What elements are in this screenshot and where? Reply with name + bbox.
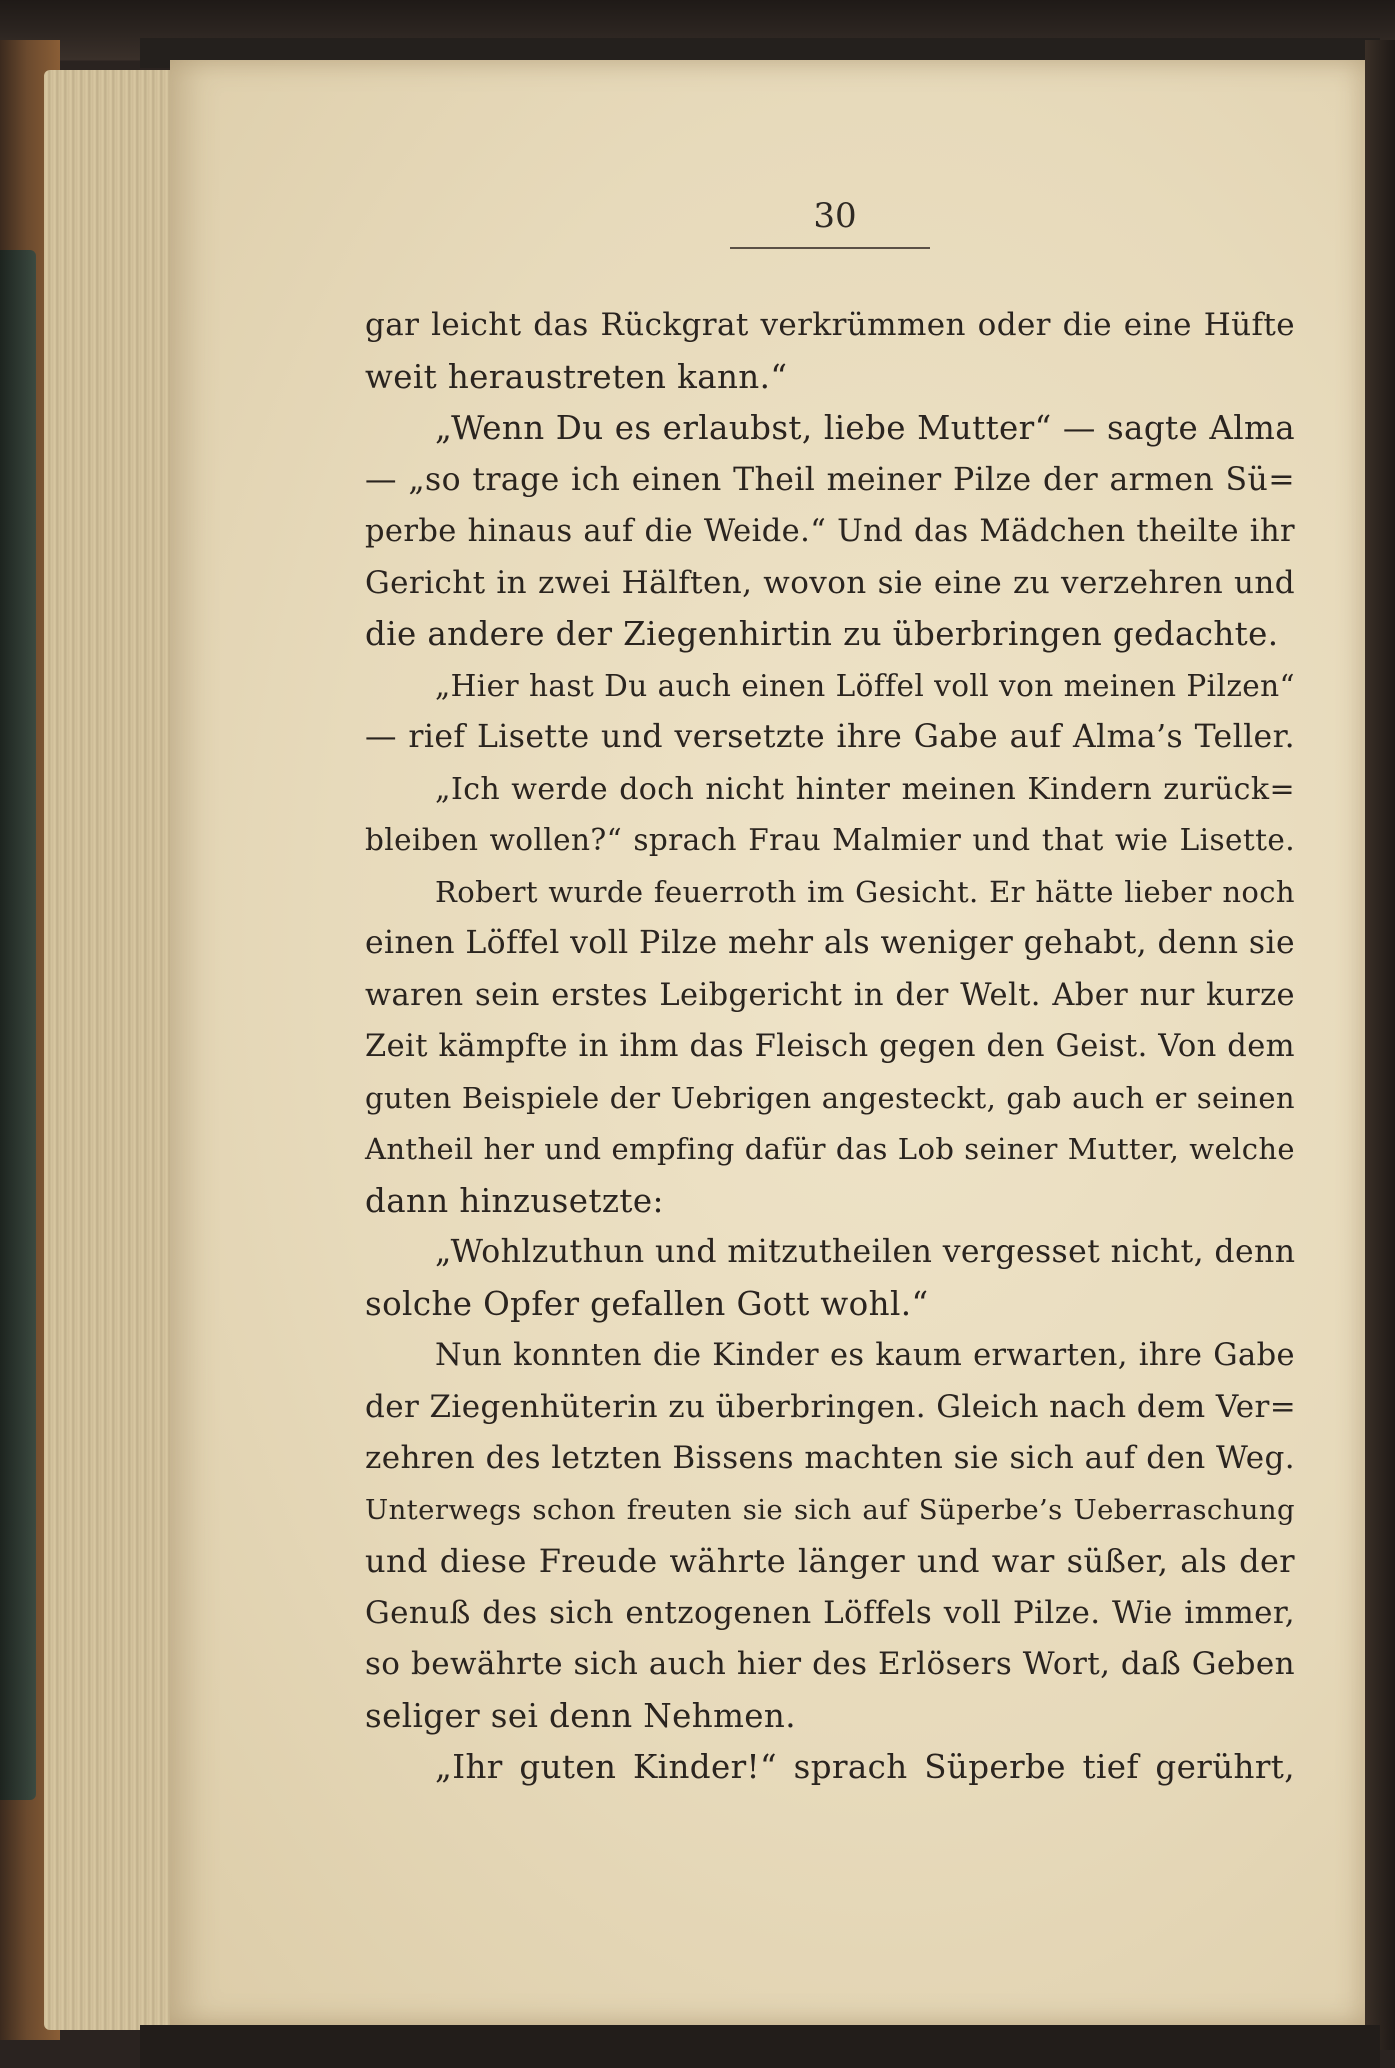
text-line: weit heraustreten kann.“: [365, 357, 788, 396]
text-line: „Hier hast Du auch einen Löffel voll von meinen Pilzen“: [435, 668, 1295, 703]
book-cover-cloth: [0, 250, 36, 1800]
text-line: Antheil her und empfing dafür das Lob seiner Mutter, welche: [365, 1132, 1295, 1166]
text-line: „Ich werde doch nicht hinter meinen Kindern zurück=: [435, 771, 1295, 807]
book-right-edge: [1365, 40, 1395, 2050]
body-text: [365, 300, 1295, 1794]
text-line: einen Löffel voll Pilze mehr als weniger gehabt, denn sie: [365, 925, 1295, 961]
text-line: Zeit kämpfte in ihm das Fleisch gegen den Geist. Von dem: [365, 1029, 1295, 1064]
text-line: perbe hinaus auf die Weide.“ Und das Mädchen theilte ihr: [365, 514, 1295, 549]
text-line: solche Opfer gefallen Gott wohl.“: [365, 1284, 929, 1323]
text-line: — rief Lisette und versetzte ihre Gabe auf Alma’s Teller.: [365, 719, 1295, 755]
text-line: gar leicht das Rückgrat verkrümmen oder die eine Hüfte: [365, 307, 1295, 343]
text-line: der Ziegenhüterin zu überbringen. Gleich nach dem Ver=: [365, 1388, 1297, 1425]
page-number-rule: [730, 247, 930, 249]
text-line: Genuß des sich entzogenen Löffels voll Pilze. Wie immer,: [365, 1594, 1295, 1631]
text-line: dann hinzusetzte:: [365, 1181, 664, 1220]
text-line: „Wohlzuthun und mitzutheilen vergesset nicht, denn: [435, 1234, 1296, 1270]
page-number: 30: [813, 196, 857, 236]
text-line: bleiben wollen?“ sprach Frau Malmier und that wie Lisette.: [365, 823, 1295, 857]
text-line: Gericht in zwei Hälften, wovon sie eine zu verzehren und: [365, 564, 1295, 601]
text-line: seliger sei denn Nehmen.: [365, 1696, 796, 1735]
text-line: so bewährte sich auch hier des Erlösers Wort, daß Geben: [365, 1646, 1295, 1682]
text-line: „Wenn Du es erlaubst, liebe Mutter“ — sagte Alma: [435, 409, 1295, 447]
text-line: und diese Freude währte länger und war süßer, als der: [365, 1542, 1295, 1580]
text-line: die andere der Ziegenhirtin zu überbringen gedachte.: [365, 615, 1279, 653]
book-bottom-edge: [140, 2025, 1380, 2068]
text-line: Unterwegs schon freuten sie sich auf Süperbe’s Ueberraschung: [365, 1493, 1295, 1526]
text-line: zehren des letzten Bissens machten sie sich auf den Weg.: [365, 1440, 1295, 1476]
text-line: „Ihr guten Kinder!“ sprach Süperbe tief gerührt,: [435, 1748, 1295, 1786]
text-line: Nun konnten die Kinder es kaum erwarten, ihre Gabe: [435, 1338, 1295, 1373]
text-line: guten Beispiele der Uebrigen angesteckt, gab auch er seinen: [365, 1080, 1295, 1115]
text-line: Robert wurde feuerroth im Gesicht. Er hätte lieber noch: [435, 874, 1295, 909]
page-stack-edges: [44, 70, 174, 2030]
text-line: — „so trage ich einen Theil meiner Pilze der armen Sü=: [365, 461, 1295, 498]
text-line: waren sein erstes Leibgericht in der Welt. Aber nur kurze: [365, 977, 1295, 1013]
